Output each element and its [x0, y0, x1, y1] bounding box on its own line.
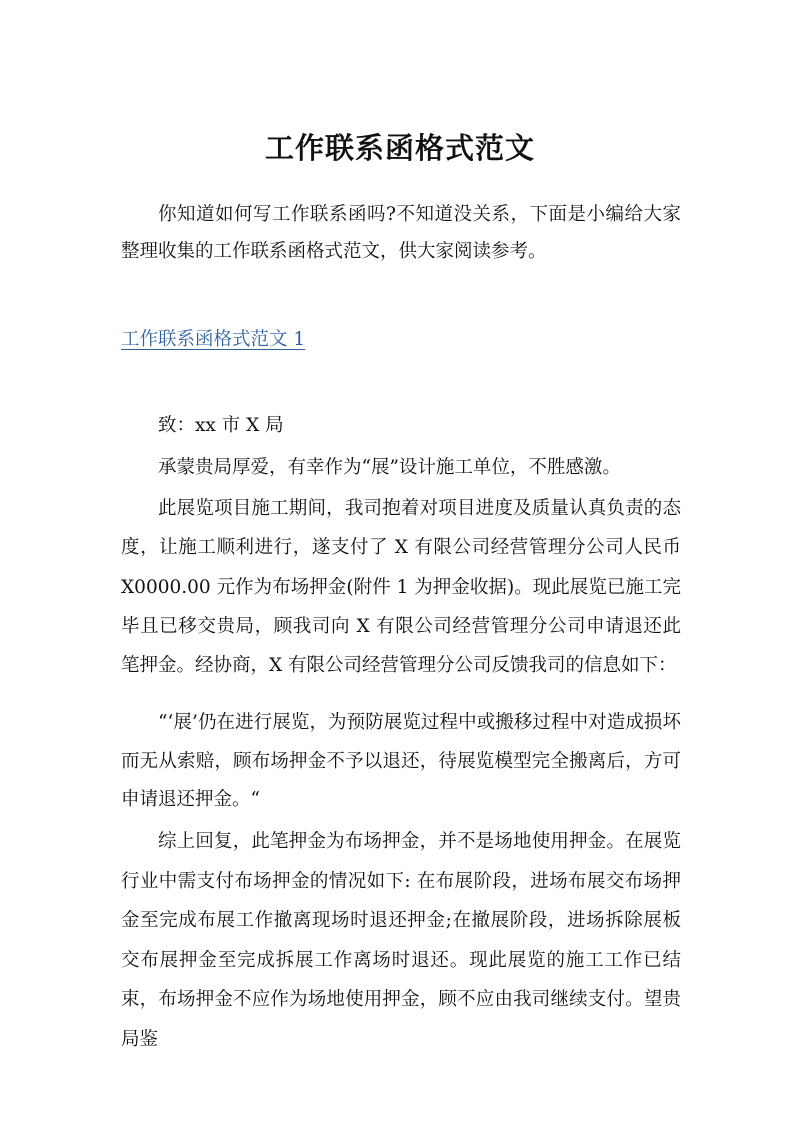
- document-title: 工作联系函格式范文: [264, 131, 535, 165]
- body-paragraph-1: 此展览项目施工期间，我司抱着对项目进度及质量认真负责的态度，让施工顺利进行，遂支付了 X 有限公司经营管理分公司人民币 X0000.00 元作为布场押金(附件 1 为押金收据)。现此展览已施工完毕且已移交贵局，顾我司向 X 有限公司经营管理分公司申请退还此笔押金。经协商，X 有限公司经营管理分公司反馈我司的信息如下：: [121, 498, 681, 677]
- thanks-paragraph: 承蒙贵局厚爱，有幸作为“展”设计施工单位，不胜感激。: [158, 457, 621, 478]
- recipient-line: 致：xx 市 X 局: [158, 415, 284, 436]
- section-heading-link[interactable]: 工作联系函格式范文 1: [121, 329, 306, 350]
- body-paragraph-2: 综上回复，此笔押金为布场押金，并不是场地使用押金。在展览行业中需支付布场押金的情况如下: 在布展阶段，进场布展交布场押金至完成布展工作撤离现场时退还押金;在撤展阶段，进场拆除展板交布展押金至完成拆展工作离场时退还。现此展览的施工工作已结束，布场押金不应作为场地使用押金，顾不应由我司继续支付。望贵局鉴: [121, 831, 681, 1050]
- quote-paragraph: “‘展’仍在进行展览，为预防展览过程中或搬移过程中对造成损坏而无从索赔，顾布场押金不予以退还，待展览模型完全搬离后，方可申请退还押金。“: [121, 712, 681, 811]
- intro-paragraph: 你知道如何写工作联系函吗?不知道没关系，下面是小编给大家整理收集的工作联系函格式范文，供大家阅读参考。: [121, 204, 681, 262]
